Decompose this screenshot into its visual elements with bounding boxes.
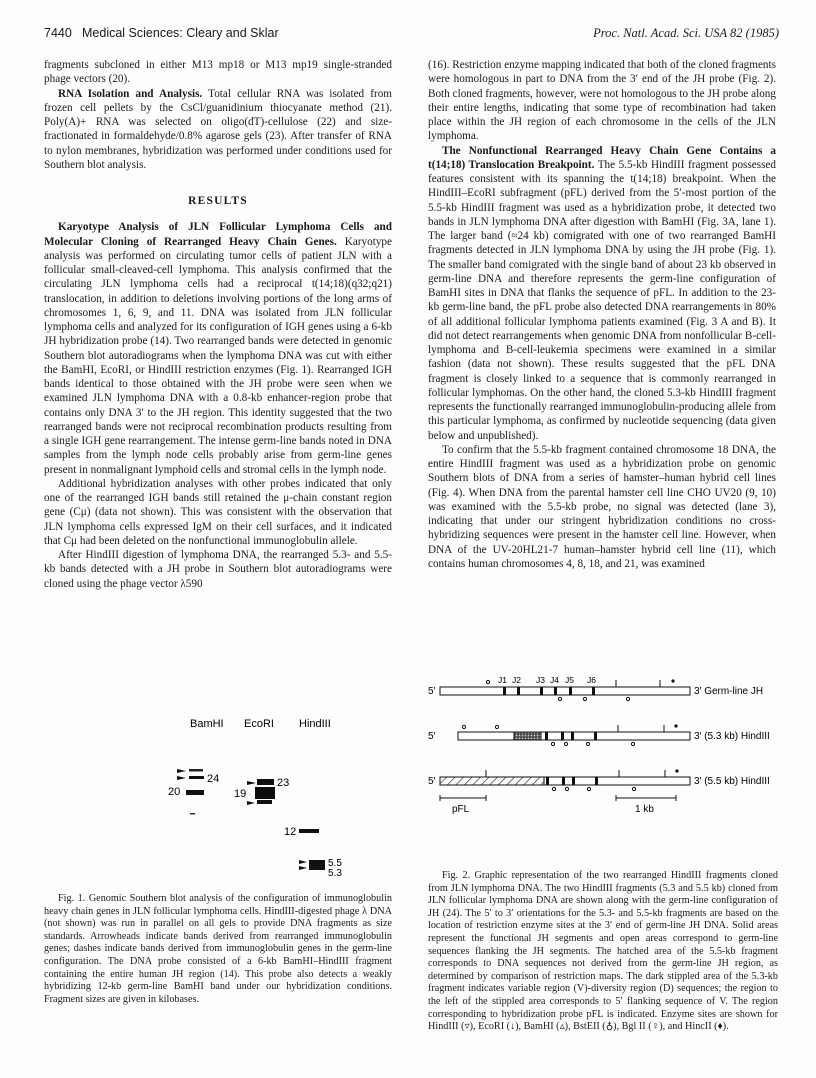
section-heading: RESULTS [188,195,248,207]
j-label: J2 [512,675,521,685]
band [255,787,275,799]
vd-region [514,732,541,740]
rearranged-arrowhead [247,781,256,785]
j-segment [503,687,506,695]
page-number: 7440 [44,26,72,40]
row-label-germline: 3′ Germ-line JH [694,686,764,697]
j-segment [562,777,565,785]
site-marker [552,787,555,790]
j-segment [594,732,597,740]
j-segment [592,687,595,695]
band [309,860,325,870]
paragraph [44,87,392,173]
rearranged-arrowhead [177,769,186,773]
row-label-5-3kb: 3′ (5.3 kb) HindIII [694,731,770,742]
germline-band [186,790,204,795]
figure-1-caption: Fig. 1. Genomic Southern blot analysis of the configuration of immunoglobulin heavy chain genes in JLN follicular lymphoma cells. HindIII-digested phage λ DNA (not shown) was run in parallel on all gels to provide DNA fragments as size standards. Arrowheads indicate bands derived from rearranged immunoglobulin genes; dashes indicate bands derived from immunoglobulin genes in the germ-line configuration. The DNA probe consisted of a 6-kb BamHI–HindIII fragment containing the entire human JH region (14). This probe also detects a weakly hybridizing 12-kb germ-line BamHI band under our hybridization conditions. Fragment sizes are given in kilobases. [44,893,392,1005]
j-label: J3 [536,675,545,685]
paragraph: To confirm that the 5.5-kb fragment contained chromosome 18 DNA, the entire HindIII fragment was used as a hybridization probe on genomic Southern blots of DNA from a series of hamster–human hybrid cell lines (Fig. 4). When DNA from the parental hamster cell line CHO UV20 (9, 10) was examined with the 5.5-kb probe, no signal was detected (lane 3), indicating that under our stringent hybridization conditions no cross-hybridizing sequences were present in the hamster cell line. However, when DNA of the UV-20HL21-7 human–hamster hybrid cell line (11), which contains human chromosomes 4, 8, 18, and 21, was examined [428,443,776,570]
band-label-12: 12 [284,826,297,838]
j-segment [572,777,575,785]
site-marker [564,742,567,745]
band [189,769,203,772]
rearranged-arrowhead [177,776,186,780]
site-marker [558,697,561,700]
j-segment [554,687,557,695]
j-label: J1 [498,675,507,685]
paragraph-heading: Karyotype Analysis of JLN Follicular Lymphoma Cells and Molecular Cloning of Rearranged Heavy Chain Genes. [44,221,392,248]
running-head: Medical Sciences: Cleary and Sklar [82,26,279,40]
paragraph-heading: RNA Isolation and Analysis. [58,87,203,100]
site-marker [565,787,568,790]
j-segment [546,777,549,785]
right-column [428,58,776,571]
paragraph-text: Total cellular RNA was isolated from frozen cell pellets by the CsCl/guanidinium thiocyanate method (21). Poly(A)+ RNA was selected on oligo(dT)-cellulose (22) and size-fractionated in formaldehyde/0.8% agarose gels (23). After transfer of RNA to nylon membranes, hybridization was performed under conditions used for Southern blot analysis. [44,87,392,171]
hincii-site [675,769,678,772]
j-segment [595,777,598,785]
left-column [44,58,392,591]
paragraph: (16). Restriction enzyme mapping indicated that both of the cloned fragments were homologous in part to DNA from the 3′ end of the JH probe (Fig. 2). Both cloned fragments, however, were not homologous to the JH probe along their entire lengths, indicating that some type of recombination had taken place within the JH region of each chromosome in the cells of the JLN lymphoma. [428,59,776,143]
paragraph-text: Karyotype analysis was performed on circulating tumor cells of patient JLN with a follicular small-cleaved-cell lymphoma. This analysis confirmed that the circulating JLN lymphoma cells had a reciprocal t(14;18)(q32;q21) translocation, in addition to deletions involving portions of the long arms of chromosomes 1, 6, 9, and 11. DNA was isolated from JLN follicular lymphoma cells and analyzed for its configuration of IGH genes using a 6-kb JH hybridization probe (14). Two rearranged bands were detected in genomic Southern blot autoradiograms when the lymphoma DNA was cut with either the BamHI, EcoRI, or HindIII restriction enzymes (Fig. 1). Rearranged IGH bands identical to those obtained with the JH probe were seen when we examined JLN lymphoma DNA with a 0.8-kb enhancer-region probe that contains only DNA 3′ to the JH region. This identity suggested that the two rearranged bands were not reciprocal recombination products resulting from a single IGH gene rearrangement. The intense germ-line bands noted in DNA samples from the lymph node cells probably arise from germ-line genes present in nonmalignant lymphoid cells and stromal cells in the lymph node. [44,235,392,476]
site-marker [462,725,465,728]
site-marker [583,697,586,700]
hincii-site [674,724,677,727]
site-marker [551,742,554,745]
j-segment [561,732,564,740]
paragraph [44,220,392,477]
paragraph-text: The 5.5-kb HindIII fragment possessed features consistent with its spanning the t(14;18) breakpoint. When the HindIII–EcoRI subfragment (pFL) derived from the 5′-most portion of the 5.5-kb HindIII fragment was used as a hybridization probe, it detected two bands in JLN lymphoma DNA after digestion with BamHI (Fig. 3A, lane 1). The larger band (≈24 kb) comigrated with one of two rearranged BamHI fragments detected in JLN lymphoma DNA by using the JH probe (Fig. 1). The smaller band comigrated with the single band of about 23 kb observed in germ-line DNA and therefore represents the germ-line configuration of BamHI sites in DNA that flanks the sequence of pFL. In addition to the 23-kb germ-line band, the pFL probe also detected DNA rearrangements in 80% of all additional follicular lymphoma patients examined (Fig. 3 A and B). It did not detect rearrangements when genomic DNA from nonfollicular B-cell-lymphoma and B-cell-leukemia specimens were examined in a similar fashion (data not shown). These results suggested that the pFL DNA fragment is closely linked to a sequence that is commonly rearranged in follicular lymphomas. On the other hand, the cloned 5.3-kb HindIII fragment represents the functionally rearranged immunoglobulin-producing allele from this particular lymphoma, as confirmed by nucleotide sequencing (data given below and unpublished). [428,158,776,442]
five-prime-label: 5′ [428,686,436,697]
pfl-probe-label: pFL [452,804,470,815]
j-segment [545,732,548,740]
paragraph [428,144,776,443]
band [257,779,274,785]
band [189,776,204,779]
germline-dash [190,813,195,815]
page-header [44,26,779,44]
row-label-5-5kb: 3′ (5.5 kb) HindIII [694,776,770,787]
j-segment [540,687,543,695]
j-label: J5 [565,675,574,685]
j-label: J6 [587,675,596,685]
site-marker [631,742,634,745]
five-prime-label: 5′ [428,731,436,742]
five-prime-label: 5′ [428,776,436,787]
germline-fragment [440,687,690,695]
paragraph: After HindIII digestion of lymphoma DNA, the rearranged 5.3- and 5.5-kb bands detected with a JH probe in Southern blot autoradiograms were cloned using the phage vector λ590 [44,549,392,590]
site-marker [586,742,589,745]
paragraph: Additional hybridization analyses with other probes indicated that only one of the rearranged IGH bands still retained the μ-chain constant region gene (Cμ) (data not shown). This was consistent with the observation that JLN lymphoma cells expressed IgM on their cell surfaces, and it indicated that Cμ had been deleted on the nonfunctional immunoglobulin allele. [44,477,392,547]
j-segment [571,732,574,740]
non-germline-region [440,777,544,785]
site-marker [486,680,489,683]
band-label-24: 24 [207,773,220,785]
j-segment [517,687,520,695]
germline-band [299,829,319,833]
band-label-19: 19 [234,788,247,800]
band [257,800,272,804]
rearranged-arrowhead [299,866,307,870]
band-label-5-5: 5.5 [328,858,342,869]
southern-blot-image [44,715,392,885]
site-marker [587,787,590,790]
band-label-5-3: 5.3 [328,868,342,879]
band-label-20: 20 [168,786,181,798]
scale-label: 1 kb [635,804,654,815]
figure-2-caption: Fig. 2. Graphic representation of the two rearranged HindIII fragments cloned from JLN lymphoma DNA. The two HindIII fragments (5.3 and 5.5 kb) cloned from JLN follicular lymphoma DNA are shown along with the germ-line configuration of JH (24). The 5′ to 3′ orientations for the 5.3- and 5.5-kb fragments are based on the location of restriction enzyme sites at the 3′ end of germ-line JH DNA. Solid areas represent the functional JH segments and open areas correspond to germ-line sequences flanking the JH segments. The hatched area of the 5.5-kb fragment corresponds to DNA sequences not derived from the germ-line JH region, as determined by comparison of restriction maps. The dark stippled area of the 5.3-kb fragment indicates variable region (V)-diversity region (D) sequences; the region to the left of the stippled area corresponds to 5′ flanking sequence of V. The region corresponding to hybridization probe pFL is indicated. Enzyme sites are shown for HindIII (▿), EcoRI (↓), BamHI (▵), BstEII (♁), Bgl II (♀), and HincII (♦). [428,870,778,1033]
j-segment [569,687,572,695]
restriction-map-diagram [428,668,778,848]
j-label: J4 [550,675,559,685]
lane-label-hindiii: HindIII [299,718,331,730]
lane-label-bamhi: BamHI [190,718,224,730]
hincii-site [671,679,674,682]
site-marker [626,697,629,700]
rearranged-arrowhead [247,801,255,805]
lane-label-ecori: EcoRI [244,718,274,730]
site-marker [495,725,498,728]
figure-2-maps [428,668,778,848]
rearranged-arrowhead [299,860,307,864]
band-label-23: 23 [277,777,290,789]
journal-citation: Proc. Natl. Acad. Sci. USA 82 (1985) [593,26,779,40]
paragraph: fragments subcloned in either M13 mp18 or M13 mp19 single-stranded phage vectors (20). [44,59,392,86]
site-marker [632,787,635,790]
paragraph-heading: The Nonfunctional Rearranged Heavy Chain Gene Contains a t(14;18) Translocation Breakpoint. [428,144,776,171]
